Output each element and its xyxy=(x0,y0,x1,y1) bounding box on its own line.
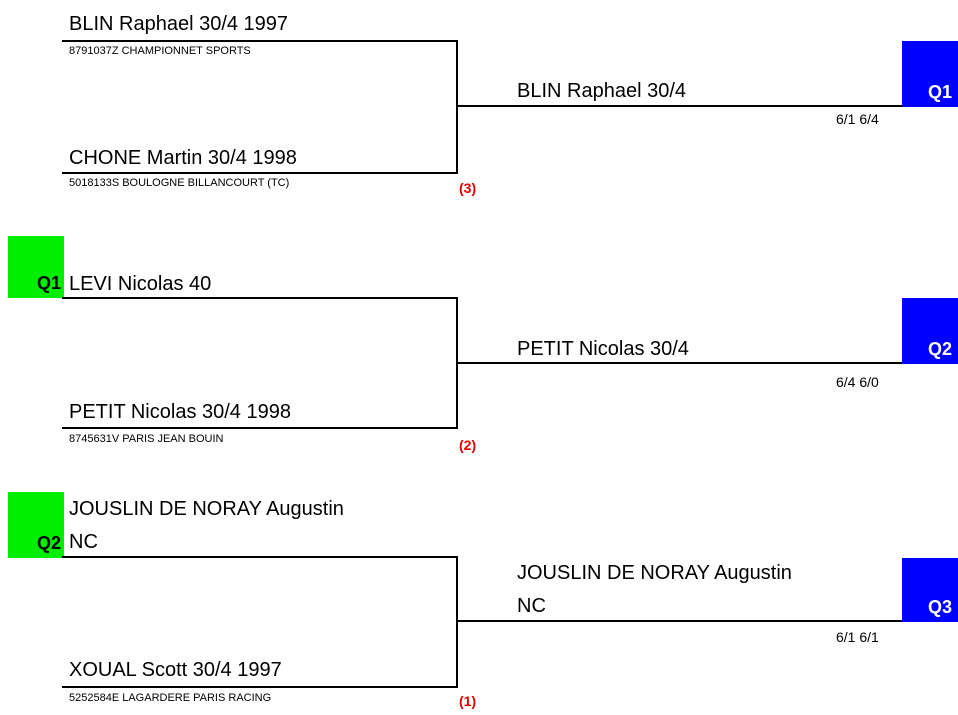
qualifier-out-badge: Q3 xyxy=(902,558,958,622)
bracket-connector xyxy=(456,556,458,688)
match-score: 6/1 6/1 xyxy=(836,629,879,645)
bracket-line xyxy=(62,556,458,558)
winner-line xyxy=(456,105,902,107)
winner-name: BLIN Raphael 30/4 xyxy=(517,80,687,102)
player-name: LEVI Nicolas 40 xyxy=(69,273,212,295)
player-club: 8791037Z CHAMPIONNET SPORTS xyxy=(69,45,251,57)
player-club: 5018133S BOULOGNE BILLANCOURT (TC) xyxy=(69,177,290,189)
player-name: XOUAL Scott 30/4 1997 xyxy=(69,659,282,681)
player-name: CHONE Martin 30/4 1998 xyxy=(69,147,297,169)
player-club: 8745631V PARIS JEAN BOUIN xyxy=(69,433,224,445)
bracket-line xyxy=(62,172,458,174)
qualifier-in-badge: Q2 xyxy=(8,492,64,558)
player-name-line2: NC xyxy=(69,531,98,553)
match-score: 6/1 6/4 xyxy=(836,111,879,127)
player-name: JOUSLIN DE NORAY Augustin xyxy=(69,498,344,520)
winner-name: PETIT Nicolas 30/4 xyxy=(517,338,689,360)
player-name: PETIT Nicolas 30/4 1998 xyxy=(69,401,291,423)
seed-label: (2) xyxy=(459,437,477,453)
winner-name: JOUSLIN DE NORAY Augustin xyxy=(517,562,792,584)
qualifier-out-badge: Q1 xyxy=(902,41,958,107)
winner-line xyxy=(456,362,902,364)
bracket-connector xyxy=(456,40,458,174)
bracket-line xyxy=(62,427,458,429)
qualifier-out-badge: Q2 xyxy=(902,298,958,364)
qualifier-in-badge: Q1 xyxy=(8,236,64,298)
bracket-line xyxy=(62,686,458,688)
player-name: BLIN Raphael 30/4 1997 xyxy=(69,13,289,35)
match-score: 6/4 6/0 xyxy=(836,374,879,390)
bracket-line xyxy=(62,297,458,299)
seed-label: (1) xyxy=(459,693,477,709)
bracket-line xyxy=(62,40,458,42)
seed-label: (3) xyxy=(459,180,477,196)
winner-line xyxy=(456,620,902,622)
player-club: 5252584E LAGARDERE PARIS RACING xyxy=(69,692,272,704)
winner-name-line2: NC xyxy=(517,595,546,617)
